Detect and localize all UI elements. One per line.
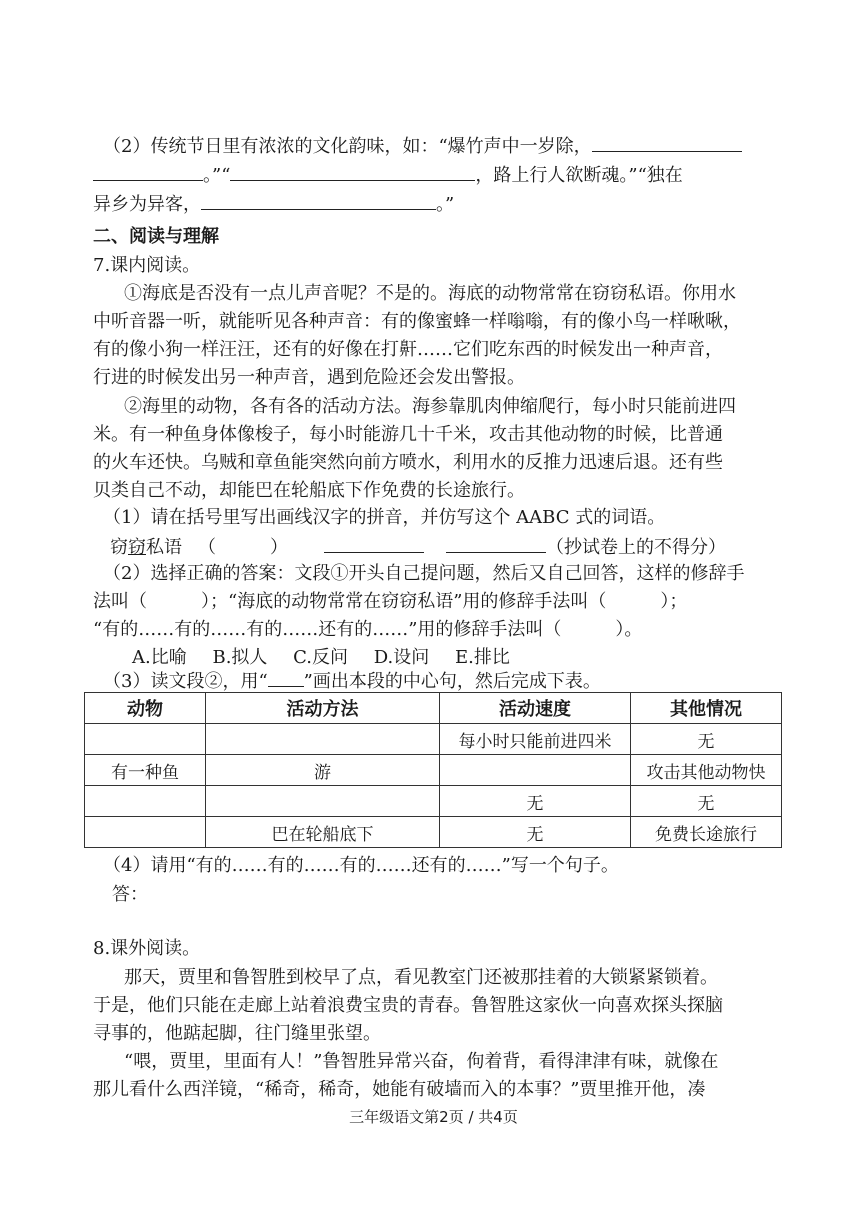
page-footer: 三年级语文第2页 / 共4页: [349, 1108, 518, 1126]
q7-para1-line: 有的像小狗一样汪汪，还有的好像在打鼾……它们吃东西的时候发出一种声音，: [93, 339, 723, 360]
q6-2-text: 。”: [436, 194, 455, 215]
q7-para1-line: ①海底是否没有一点儿声音呢？不是的。海底的动物常常在窃窃私语。你用水: [124, 283, 736, 304]
table-header: 其他情况: [631, 693, 782, 724]
answer-blank[interactable]: [201, 191, 436, 210]
note: （抄试卷上的不得分）: [546, 537, 726, 558]
q7-sub1-answer-row: [110, 534, 726, 560]
option-e: E.排比: [455, 647, 510, 668]
underline-sample: [268, 668, 304, 687]
table-row: [85, 755, 782, 786]
q6-2-text: （2）传统节日里有浓浓的文化韵味，如：“爆竹声中一岁除，: [103, 136, 592, 157]
table-cell: 攻击其他动物快: [631, 755, 782, 786]
pinyin-paren[interactable]: （ ）: [198, 537, 288, 558]
q7-options: [132, 646, 510, 670]
q6-2-line1: [103, 133, 742, 159]
answer-blank[interactable]: [592, 133, 742, 152]
table-row: [85, 724, 782, 755]
answer-blank[interactable]: [230, 162, 475, 181]
option-c: C.反问: [293, 647, 349, 668]
q6-2-text: ，路上行人欲断魂。”“独在: [475, 165, 683, 186]
table-header: 动物: [85, 693, 206, 724]
table-cell[interactable]: [206, 786, 440, 817]
answer-blank[interactable]: [446, 534, 546, 553]
q8-title: 8.课外阅读。: [93, 938, 201, 959]
q7-sub2-line: （2）选择正确的答案：文段①开头自己提问题，然后又自己回答，这样的修辞手: [103, 563, 745, 584]
table-cell[interactable]: [440, 755, 631, 786]
answer-blank[interactable]: [93, 162, 203, 181]
q7-para2-line: 的火车还快。乌贼和章鱼能突然向前方喷水，利用水的反推力迅速后退。还有些: [93, 452, 723, 473]
table-cell: 无: [440, 817, 631, 848]
q6-2-text: 异乡为异客，: [93, 194, 201, 215]
answer-blank[interactable]: [324, 534, 424, 553]
q7-sub3-text: ”画出本段的中心句，然后完成下表。: [303, 671, 601, 692]
table-row: [85, 786, 782, 817]
q8-para-line: 于是，他们只能在走廊上站着浪费宝贵的青春。鲁智胜这家伙一向喜欢探头探脑: [93, 995, 723, 1016]
table-cell[interactable]: [85, 786, 206, 817]
table-cell: 有一种鱼: [85, 755, 206, 786]
option-b: B.拟人: [212, 647, 268, 668]
animal-table: [84, 692, 782, 848]
table-cell: 无: [440, 786, 631, 817]
table-cell[interactable]: [85, 817, 206, 848]
table-cell: 巴在轮船底下: [206, 817, 440, 848]
table-cell: 无: [631, 786, 782, 817]
q6-2-text: 。”“: [203, 165, 231, 186]
q7-sub3: [103, 668, 601, 694]
underlined-word: 窃窃私语: [110, 537, 182, 558]
table-row: [85, 817, 782, 848]
q7-sub3-text: （3）读文段②，用“: [103, 671, 268, 692]
answer-label: 答：: [112, 884, 148, 905]
q8-para-line: 那天，贾里和鲁智胜到校早了点，看见教室门还被那挂着的大锁紧紧锁着。: [124, 967, 718, 988]
q7-title: 7.课内阅读。: [93, 255, 201, 276]
q7-sub4: （4）请用“有的……有的……有的……还有的……”写一个句子。: [103, 855, 619, 876]
table-header: 活动速度: [440, 693, 631, 724]
q8-para-line: “喂，贾里，里面有人！”鲁智胜异常兴奋，佝着背，看得津津有味，就像在: [124, 1051, 719, 1072]
q7-para1-line: 行进的时候发出另一种声音，遇到危险还会发出警报。: [93, 367, 525, 388]
q7-para2-line: 米。有一种鱼身体像梭子，每小时能游几十千米，攻击其他动物的时候，比普通: [93, 424, 723, 445]
option-a: A.比喻: [132, 647, 187, 668]
q8-para-line: 寻事的，他踮起脚，往门缝里张望。: [93, 1023, 381, 1044]
table-cell: 无: [631, 724, 782, 755]
q7-sub2-line: 法叫（ ）；“海底的动物常常在窃窃私语”用的修辞手法叫（ ）；: [93, 591, 688, 612]
q6-2-line3: [93, 191, 454, 217]
q7-para2-line: ②海里的动物，各有各的活动方法。海参靠肌肉伸缩爬行，每小时只能前进四: [124, 396, 736, 417]
table-cell: 游: [206, 755, 440, 786]
table-cell[interactable]: [206, 724, 440, 755]
q7-para1-line: 中听音器一听，就能听见各种声音：有的像蜜蜂一样嗡嗡，有的像小鸟一样啾啾，: [93, 311, 741, 332]
table-header: 活动方法: [206, 693, 440, 724]
q7-sub2-line: “有的……有的……有的……还有的……”用的修辞手法叫（ ）。: [93, 619, 643, 640]
table-header-row: [85, 693, 782, 724]
section-title: 二、阅读与理解: [93, 226, 219, 247]
table-cell: 每小时只能前进四米: [440, 724, 631, 755]
table-cell[interactable]: [85, 724, 206, 755]
table-cell: 免费长途旅行: [631, 817, 782, 848]
q6-2-line2: [93, 162, 683, 188]
q7-para2-line: 贝类自己不动，却能巴在轮船底下作免费的长途旅行。: [93, 480, 525, 501]
option-d: D.设问: [373, 647, 430, 668]
q8-para-line: 那儿看什么西洋镜，“稀奇，稀奇，她能有破墙而入的本事？”贾里推开他，凑: [93, 1079, 706, 1100]
q7-sub1: （1）请在括号里写出画线汉字的拼音，并仿写这个 AABC 式的词语。: [103, 507, 666, 528]
